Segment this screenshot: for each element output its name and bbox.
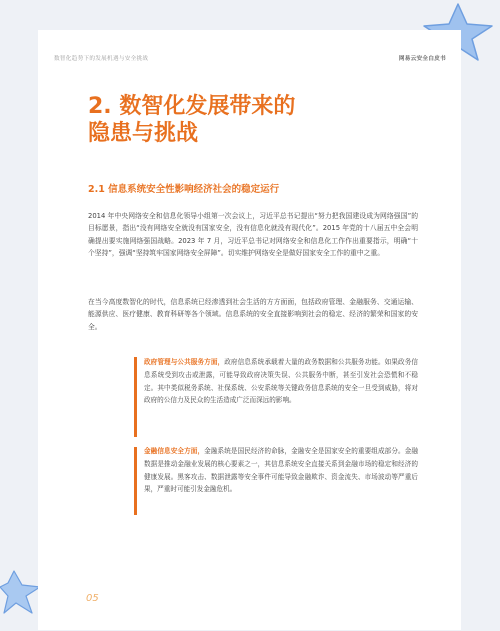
callout-lead: 金融信息安全方面， — [144, 447, 205, 455]
section-title — [88, 93, 408, 147]
running-header — [54, 54, 446, 62]
subsection-heading: 2.1 信息系统安全性影响经济社会的稳定运行 — [88, 184, 280, 195]
callout-text: 金融系统是国民经济的命脉，金融安全是国家安全的重要组成部分。金融数据是推动金融业发展的核心要素之一，其信息系统安全直接关系到金融市场的稳定和经济的健康发展。黑客攻击、数据泄露等安全事件可能导致金融欺诈、资金流失、市场波动等严重后果，严重时可能引发金融危机。 — [144, 447, 419, 494]
callout-lead: 政府管理与公共服务方面， — [144, 358, 225, 366]
body-paragraph-2: 在当今高度数智化的时代，信息系统已经渗透到社会生活的方方面面，包括政府管理、金融服务、交通运输、能源供应、医疗健康、教育科研等各个领域。信息系统的安全直接影响到社会的稳定、经济的繁荣和国家的安全。 — [88, 298, 418, 331]
quote-accent-bar — [134, 357, 137, 437]
quote-accent-bar — [134, 447, 137, 515]
callout-finance — [144, 445, 418, 496]
callout-government — [144, 356, 418, 407]
body-paragraph-1: 2014 年中央网络安全和信息化领导小组第一次会议上，习近平总书记提出“努力把我国建设成为网络强国”的目标愿景，指出“没有网络安全就没有国家安全，没有信息化就没有现代化”。2015 年党的十八届五中全会明确提出要实施网络强国战略。2023 年 7 月，习近平总书记对网络安全和信息化工作作出重要指示，明确“十个坚持”，强调“坚持筑牢国家网络安全屏障”。切实维护网络安全是做好国家安全工作的重中之重。 — [88, 212, 418, 257]
section-title-line2: 隐患与挑战 — [88, 121, 199, 146]
section-title-line1: 2. 数智化发展带来的 — [88, 94, 296, 119]
header-left-text: 数智化趋势下的发展机遇与安全挑战 — [54, 56, 149, 62]
callout-text: 政府信息系统承载着大量的政务数据和公共服务功能。如果政务信息系统受到攻击或泄露，可能导致政府决策失误、公共服务中断，甚至引发社会恐慌和不稳定。其中类似税务系统、社保系统、公安系统等关键政务信息系统的安全一旦受到威胁，将对政府的公信力及民众的生活造成广泛而深远的影响。 — [144, 358, 419, 405]
page-number: 05 — [86, 593, 99, 604]
header-right-text: 网易云安全白皮书 — [398, 56, 446, 62]
